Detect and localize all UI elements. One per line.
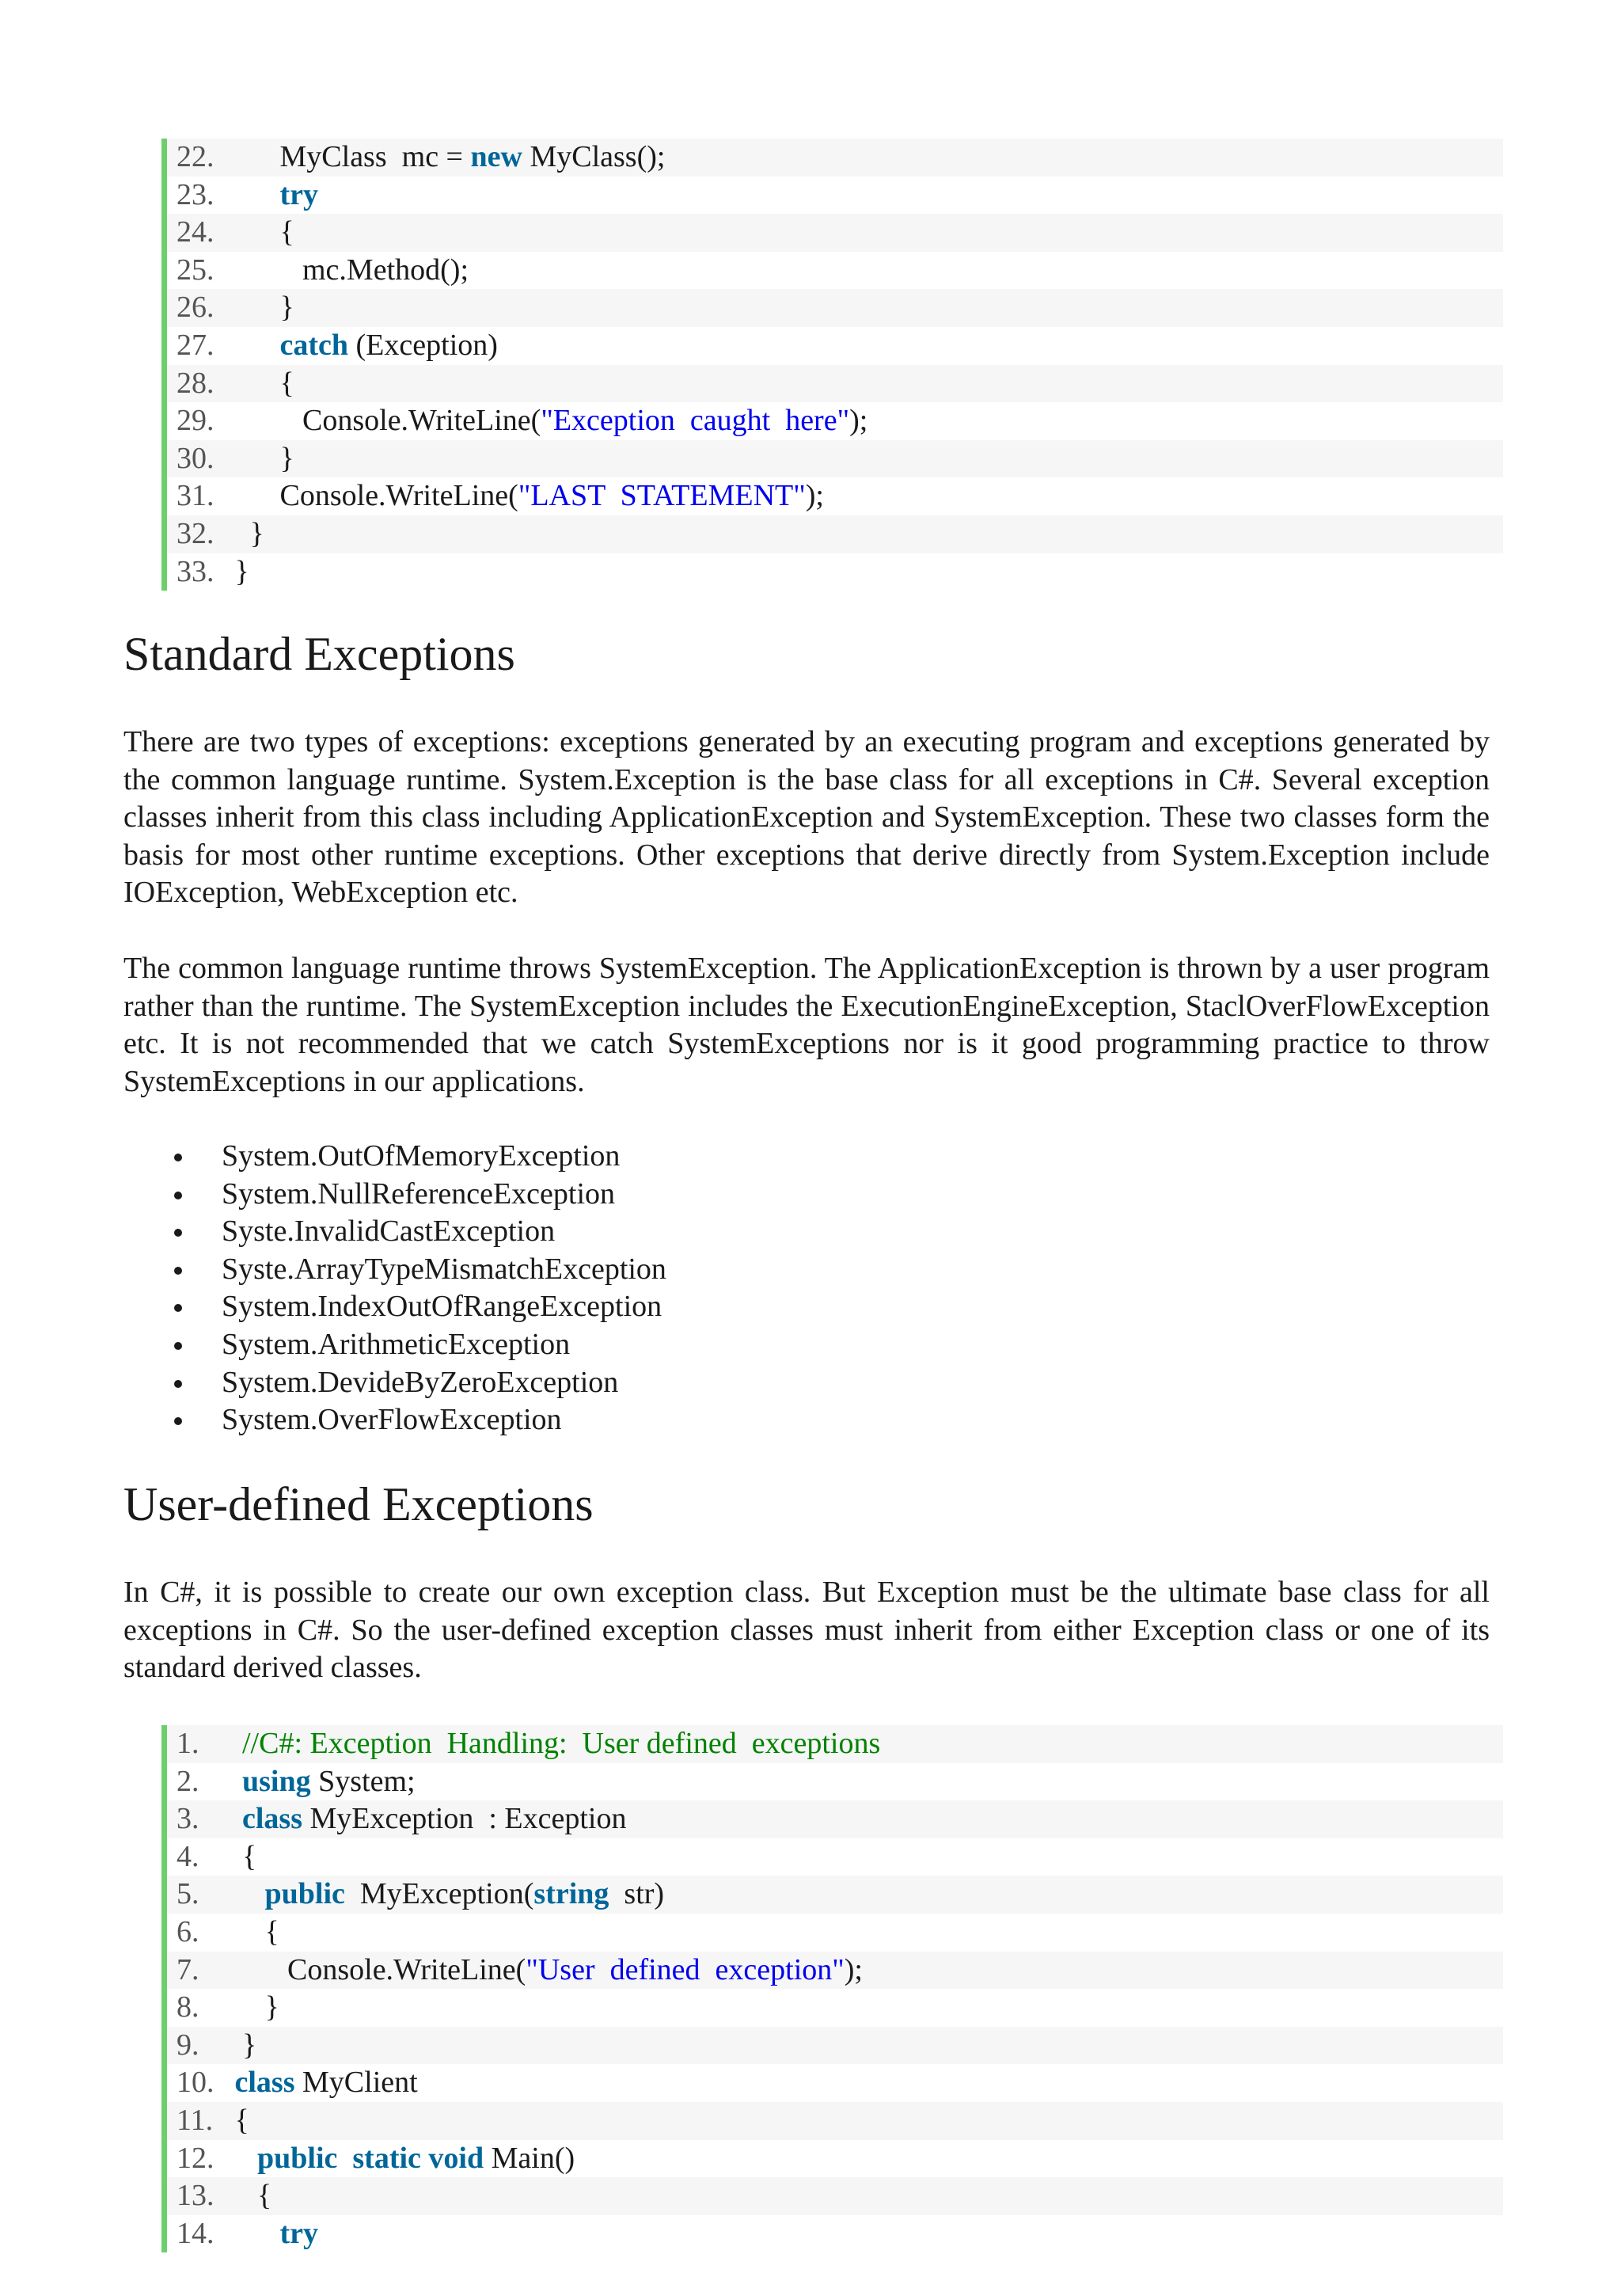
code-string: "User defined exception" xyxy=(526,1952,845,1986)
code-line xyxy=(167,2064,1503,2102)
code-indent xyxy=(227,178,280,211)
code-token: ); xyxy=(844,1952,863,1986)
list-item-label: System.DevideByZeroException xyxy=(222,1365,619,1399)
code-indent xyxy=(227,1953,287,1986)
code-indent xyxy=(227,555,235,588)
code-text xyxy=(227,327,498,365)
line-number: 32. xyxy=(177,516,214,550)
list-item-label: System.NullReferenceException xyxy=(222,1177,616,1211)
paragraph-exception-types: There are two types of exceptions: exceptions generated by an executing program and exceptions generated by the common language runtime. System.Exception is the base class for all exceptions in C#. Several exception classes inherit from this class including ApplicationException and SystemException. These two classes form the basis for most other runtime exceptions. Other exceptions that derive directly from System.Exception include IOException, WebException etc. xyxy=(123,725,1490,910)
code-line xyxy=(167,2102,1503,2140)
code-keyword: void xyxy=(428,2141,484,2175)
code-line xyxy=(167,553,1503,591)
code-indent xyxy=(227,1877,265,1910)
code-block-top xyxy=(161,139,1503,591)
code-indent xyxy=(227,215,280,249)
code-keyword: catch xyxy=(279,328,349,362)
code-text xyxy=(227,2177,271,2215)
code-indent xyxy=(227,2217,280,2250)
code-line xyxy=(167,2177,1503,2215)
code-token: { xyxy=(242,1839,257,1873)
line-number: 26. xyxy=(177,291,214,325)
list-item-label: System.IndexOutOfRangeException xyxy=(222,1290,662,1324)
line-number: 27. xyxy=(177,328,214,362)
list-item-label: Syste.ArrayTypeMismatchException xyxy=(222,1252,666,1286)
code-line xyxy=(167,1800,1503,1838)
code-text xyxy=(227,2027,256,2065)
code-indent xyxy=(227,291,280,324)
code-line xyxy=(167,1725,1503,1763)
code-token: Console.WriteLine( xyxy=(279,479,518,513)
code-line xyxy=(167,327,1503,365)
code-indent xyxy=(227,404,302,437)
code-indent xyxy=(227,1765,242,1798)
code-text xyxy=(227,1763,416,1801)
code-text xyxy=(227,1725,880,1763)
code-line xyxy=(167,289,1503,327)
code-line xyxy=(167,1763,1503,1801)
line-number: 3. xyxy=(177,1802,199,1836)
code-line xyxy=(167,1876,1503,1914)
code-text xyxy=(227,477,824,515)
code-text xyxy=(227,515,264,553)
code-indent xyxy=(227,2066,235,2099)
code-line xyxy=(167,477,1503,515)
code-indent xyxy=(227,1802,242,1835)
code-token: ); xyxy=(849,404,868,438)
bullet-icon xyxy=(174,1417,182,1425)
code-keyword: public xyxy=(264,1877,345,1911)
line-number: 1. xyxy=(177,1727,199,1760)
code-indent xyxy=(227,2179,257,2212)
code-keyword: new xyxy=(470,140,522,173)
code-token: MyException( xyxy=(344,1877,534,1911)
code-token: } xyxy=(264,1990,279,2024)
code-line xyxy=(167,1989,1503,2027)
line-number: 12. xyxy=(177,2141,214,2175)
code-token: } xyxy=(279,291,294,325)
heading-user-defined-exceptions: User-defined Exceptions xyxy=(123,1478,594,1530)
bullet-icon xyxy=(174,1229,182,1237)
code-string: "Exception caught here" xyxy=(541,404,850,438)
code-text xyxy=(227,2215,318,2253)
code-keyword: try xyxy=(279,2216,319,2250)
code-text xyxy=(227,2102,249,2140)
list-item-label: System.OverFlowException xyxy=(222,1403,562,1437)
code-text xyxy=(227,2140,575,2178)
code-text xyxy=(227,289,294,327)
code-token: Console.WriteLine( xyxy=(287,1952,526,1986)
code-indent xyxy=(227,329,280,362)
code-text xyxy=(227,553,249,591)
code-block-bottom xyxy=(161,1725,1503,2252)
code-indent xyxy=(227,517,250,550)
code-text xyxy=(227,1989,279,2027)
line-number: 11. xyxy=(177,2103,214,2137)
code-indent xyxy=(227,2028,242,2062)
code-text xyxy=(227,252,469,290)
line-number: 10. xyxy=(177,2066,214,2100)
code-token: MyClient xyxy=(294,2066,418,2100)
line-number: 29. xyxy=(177,404,214,438)
code-line xyxy=(167,2140,1503,2178)
code-token: (Exception) xyxy=(348,328,498,362)
code-token xyxy=(421,2142,429,2175)
code-line xyxy=(167,177,1503,215)
code-text xyxy=(227,1838,256,1876)
heading-standard-exceptions: Standard Exceptions xyxy=(123,628,515,680)
line-number: 22. xyxy=(177,140,214,173)
code-keyword: string xyxy=(533,1877,609,1911)
code-line xyxy=(167,402,1503,440)
line-number: 2. xyxy=(177,1764,199,1798)
line-number: 8. xyxy=(177,1990,199,2024)
code-indent xyxy=(227,2104,235,2137)
code-token: Main() xyxy=(484,2141,575,2175)
standard-exceptions-list xyxy=(123,1138,666,1439)
bullet-icon xyxy=(174,1304,182,1312)
code-indent xyxy=(227,1915,265,1948)
code-line xyxy=(167,2215,1503,2253)
list-item xyxy=(123,1288,666,1326)
line-number: 25. xyxy=(177,253,214,287)
code-token: { xyxy=(279,366,294,400)
line-number: 14. xyxy=(177,2216,214,2250)
line-number: 5. xyxy=(177,1877,199,1911)
code-token: ); xyxy=(805,479,824,513)
code-indent xyxy=(227,253,302,287)
line-number: 9. xyxy=(177,2028,199,2062)
list-item xyxy=(123,1326,666,1364)
code-token: MyClass(); xyxy=(522,140,666,173)
code-indent xyxy=(227,1727,242,1760)
code-token: { xyxy=(279,215,294,249)
code-text xyxy=(227,214,294,252)
bullet-icon xyxy=(174,1380,182,1388)
line-number: 30. xyxy=(177,441,214,475)
code-token: str) xyxy=(609,1877,665,1911)
line-number: 7. xyxy=(177,1952,199,1986)
line-number: 24. xyxy=(177,215,214,249)
code-token: System; xyxy=(310,1764,416,1798)
code-token: MyClass mc = xyxy=(279,140,471,173)
bullet-icon xyxy=(174,1154,182,1161)
list-item xyxy=(123,1176,666,1214)
list-item-label: System.ArithmeticException xyxy=(222,1327,571,1361)
code-token: Console.WriteLine( xyxy=(302,404,541,438)
code-text xyxy=(227,2064,418,2102)
code-line xyxy=(167,1838,1503,1876)
list-item xyxy=(123,1138,666,1176)
code-indent xyxy=(227,1990,265,2024)
code-line xyxy=(167,214,1503,252)
line-number: 31. xyxy=(177,479,214,513)
code-keyword: using xyxy=(242,1764,311,1798)
code-line xyxy=(167,2027,1503,2065)
code-text xyxy=(227,1952,863,1990)
list-item xyxy=(123,1364,666,1402)
code-indent xyxy=(227,442,280,475)
list-item-label: System.OutOfMemoryException xyxy=(222,1139,621,1173)
code-text xyxy=(227,365,294,403)
line-number: 28. xyxy=(177,366,214,400)
code-token: } xyxy=(234,554,249,588)
code-keyword: public xyxy=(257,2141,338,2175)
line-number: 4. xyxy=(177,1839,199,1873)
code-line xyxy=(167,252,1503,290)
line-number: 13. xyxy=(177,2179,214,2213)
code-string: "LAST STATEMENT" xyxy=(518,479,806,513)
code-line xyxy=(167,515,1503,553)
code-text xyxy=(227,440,294,478)
code-token: { xyxy=(257,2179,272,2213)
list-item xyxy=(123,1213,666,1251)
code-indent xyxy=(227,479,280,512)
code-indent xyxy=(227,140,280,173)
code-text xyxy=(227,402,867,440)
code-keyword: static xyxy=(352,2141,421,2175)
code-token: } xyxy=(242,2028,257,2062)
code-token xyxy=(337,2142,352,2175)
bullet-icon xyxy=(174,1192,182,1199)
list-item xyxy=(123,1401,666,1439)
code-text xyxy=(227,177,318,215)
code-token: } xyxy=(249,516,264,550)
code-token: MyException : Exception xyxy=(302,1802,627,1836)
code-line xyxy=(167,1914,1503,1952)
code-token: } xyxy=(279,441,294,475)
code-line xyxy=(167,1952,1503,1990)
code-indent xyxy=(227,2142,257,2175)
list-item xyxy=(123,1251,666,1289)
code-comment: //C#: Exception Handling: User defined exceptions xyxy=(242,1727,881,1760)
code-text xyxy=(227,1914,279,1952)
code-indent xyxy=(227,367,280,400)
line-number: 33. xyxy=(177,554,214,588)
paragraph-user-defined: In C#, it is possible to create our own exception class. But Exception must be the ultimate base class for all exceptions in C#. So the user-defined exception classes must inherit from either Exception class or one of its standard derived classes. xyxy=(123,1576,1490,1685)
code-text xyxy=(227,1876,664,1914)
code-keyword: class xyxy=(234,2066,295,2100)
code-keyword: try xyxy=(279,177,319,211)
code-token: mc.Method(); xyxy=(302,253,469,287)
code-keyword: class xyxy=(242,1802,302,1836)
code-line xyxy=(167,440,1503,478)
list-item-label: Syste.InvalidCastException xyxy=(222,1215,556,1249)
code-indent xyxy=(227,1840,242,1873)
paragraph-system-exception: The common language runtime throws SystemException. The ApplicationException is thrown by a user program rather than the runtime. The SystemException includes the ExecutionEngineException, StaclOverFlowException etc. It is not recommended that we catch SystemExceptions nor is it good programming practice to throw SystemExceptions in our applications. xyxy=(123,952,1490,1098)
line-number: 23. xyxy=(177,177,214,211)
bullet-icon xyxy=(174,1267,182,1275)
code-line xyxy=(167,365,1503,403)
line-number: 6. xyxy=(177,1914,199,1948)
bullet-icon xyxy=(174,1342,182,1350)
code-token: { xyxy=(234,2103,249,2137)
code-text xyxy=(227,139,665,177)
code-token: { xyxy=(264,1914,279,1948)
code-line xyxy=(167,139,1503,177)
code-text xyxy=(227,1800,626,1838)
